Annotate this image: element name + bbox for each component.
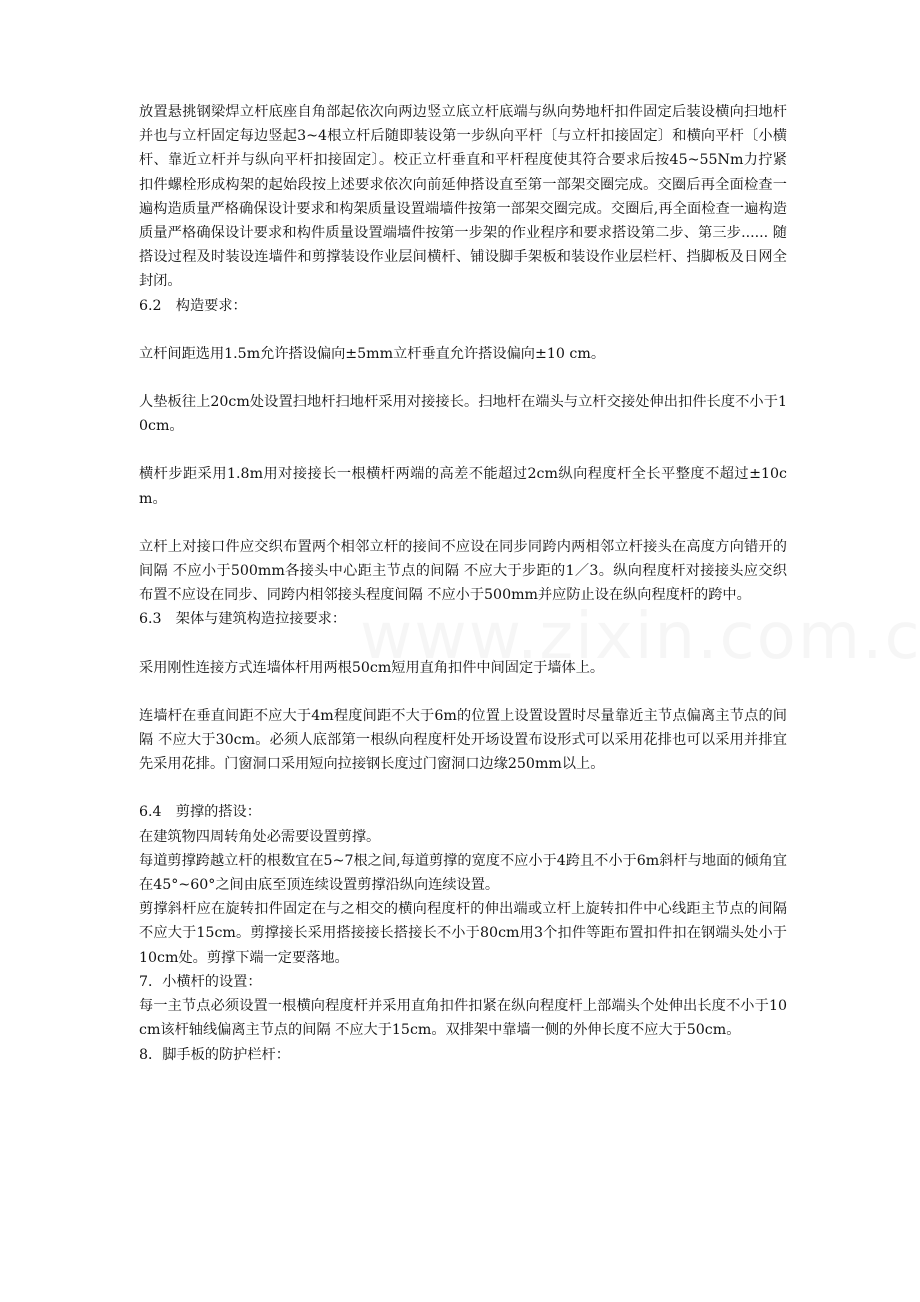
- paragraph-bracing-fastening: 剪撑斜杆应在旋转扣件固定在与之相交的横向程度杆的伸出端或立杆上旋转扣件中心线距主节点的间隔 不应大于15cm。剪撑接长采用搭接接长搭接长不小于80cm用3个扣件等距布置扣件扣在钢端头处小于10cm处。剪撑下端一定要落地。: [139, 901, 787, 966]
- paragraph-corner-bracing: 在建筑物四周转角处必需要设置剪撑。: [139, 828, 381, 845]
- paragraph-pole-spacing: 立杆间距选用1.5m允许搭设偏向±5mm立杆垂直允许搭设偏向±10 cm。: [139, 345, 606, 362]
- paragraph-rigid-connection: 采用刚性连接方式连墙体杆用两根50cm短用直角扣件中间固定于墙体上。: [139, 659, 605, 676]
- paragraph-joint-arrangement: 立杆上对接口件应交织布置两个相邻立杆的接间不应设在同步同跨内两相邻立杆接头在高度方向错开的间隔 不应小于500mm各接头中心距主节点的间隔 不应大于步距的1／3。纵向程度杆对接接头应交织布置不应设在同步、同跨内相邻接头程度间隔 不应小于500mm并应防止设在纵向程度杆的跨中。: [139, 538, 787, 604]
- section-heading-6-4: 6.4 剪撑的搭设：: [139, 804, 261, 821]
- section-heading-6-2: 6.2 构造要求：: [139, 297, 247, 314]
- section-heading-6-3: 6.3 架体与建筑构造拉接要求：: [139, 611, 347, 628]
- paragraph-bracing-span: 每道剪撑跨越立杆的根数宜在5~7根之间,每道剪撑的宽度不应小于4跨且不小于6m斜杆与地面的倾角宜在45°~60°之间由底至顶连续设置剪撑沿纵向连续设置。: [139, 852, 787, 894]
- document-body: [139, 100, 787, 1067]
- paragraph-small-crossbar: 每一主节点必须设置一根横向程度杆并采用直角扣件扣紧在纵向程度杆上部端头个处伸出长度不小于10cm该杆轴线偏离主节点的间隔 不应大于15cm。双排架中靠墙一侧的外伸长度不应大于50cm。: [139, 998, 787, 1039]
- paragraph-crossbar-step: 横杆步距采用1.8m用对接接长一根横杆两端的高差不能超过2cm纵向程度杆全长平整度不超过±10cm。: [139, 466, 787, 507]
- section-heading-8: 8．脚手板的防护栏杆：: [139, 1046, 290, 1063]
- paragraph-erection-procedure: 放置悬挑钢梁焊立杆底座自角部起依次向两边竖立底立杆底端与纵向势地杆扣件固定后装设横向扫地杆并也与立杆固定每边竖起3~4根立杆后随即装设第一步纵向平杆〔与立杆扣接固定〕和横向平杆〔小横杆、靠近立杆并与纵向平杆扣接固定〕。校正立杆垂直和平杆程度使其符合要求后按45~55Nm力拧紧扣件螺栓形成构架的起始段按上述要求依次向前延伸搭设直至第一部架交圈完成。交圈后再全面检查一遍构造质量严格确保设计要求和构架质量设置端墙件按第一部架交圈完成。交圈后,再全面检查一遍构造质量严格确保设计要求和构件质量设置端墙件按第一步架的作业程序和要求搭设第二步、第三步...... 随搭设过程及时装设连墙件和剪撑装设作业层间横杆、铺设脚手架板和装设作业层栏杆、挡脚板及日网全封闭。: [139, 104, 787, 290]
- paragraph-wall-tie: 连墙杆在垂直间距不应大于4m程度间距不大于6m的位置上设置设置时尽量靠近主节点偏离主节点的间隔 不应大于30cm。必须人底部第一根纵向程度杆处开场设置布设形式可以采用花排也可以采用并排宜先采用花排。门窗洞口采用短向拉接钢长度过门窗洞口边缘250mm以上。: [139, 707, 787, 773]
- section-heading-7: 7．小横杆的设置：: [139, 973, 262, 990]
- paragraph-sweep-pole: 人垫板往上20cm处设置扫地杆扫地杆采用对接接长。扫地杆在端头与立杆交接处伸出扣件长度不小于10cm。: [139, 394, 787, 435]
